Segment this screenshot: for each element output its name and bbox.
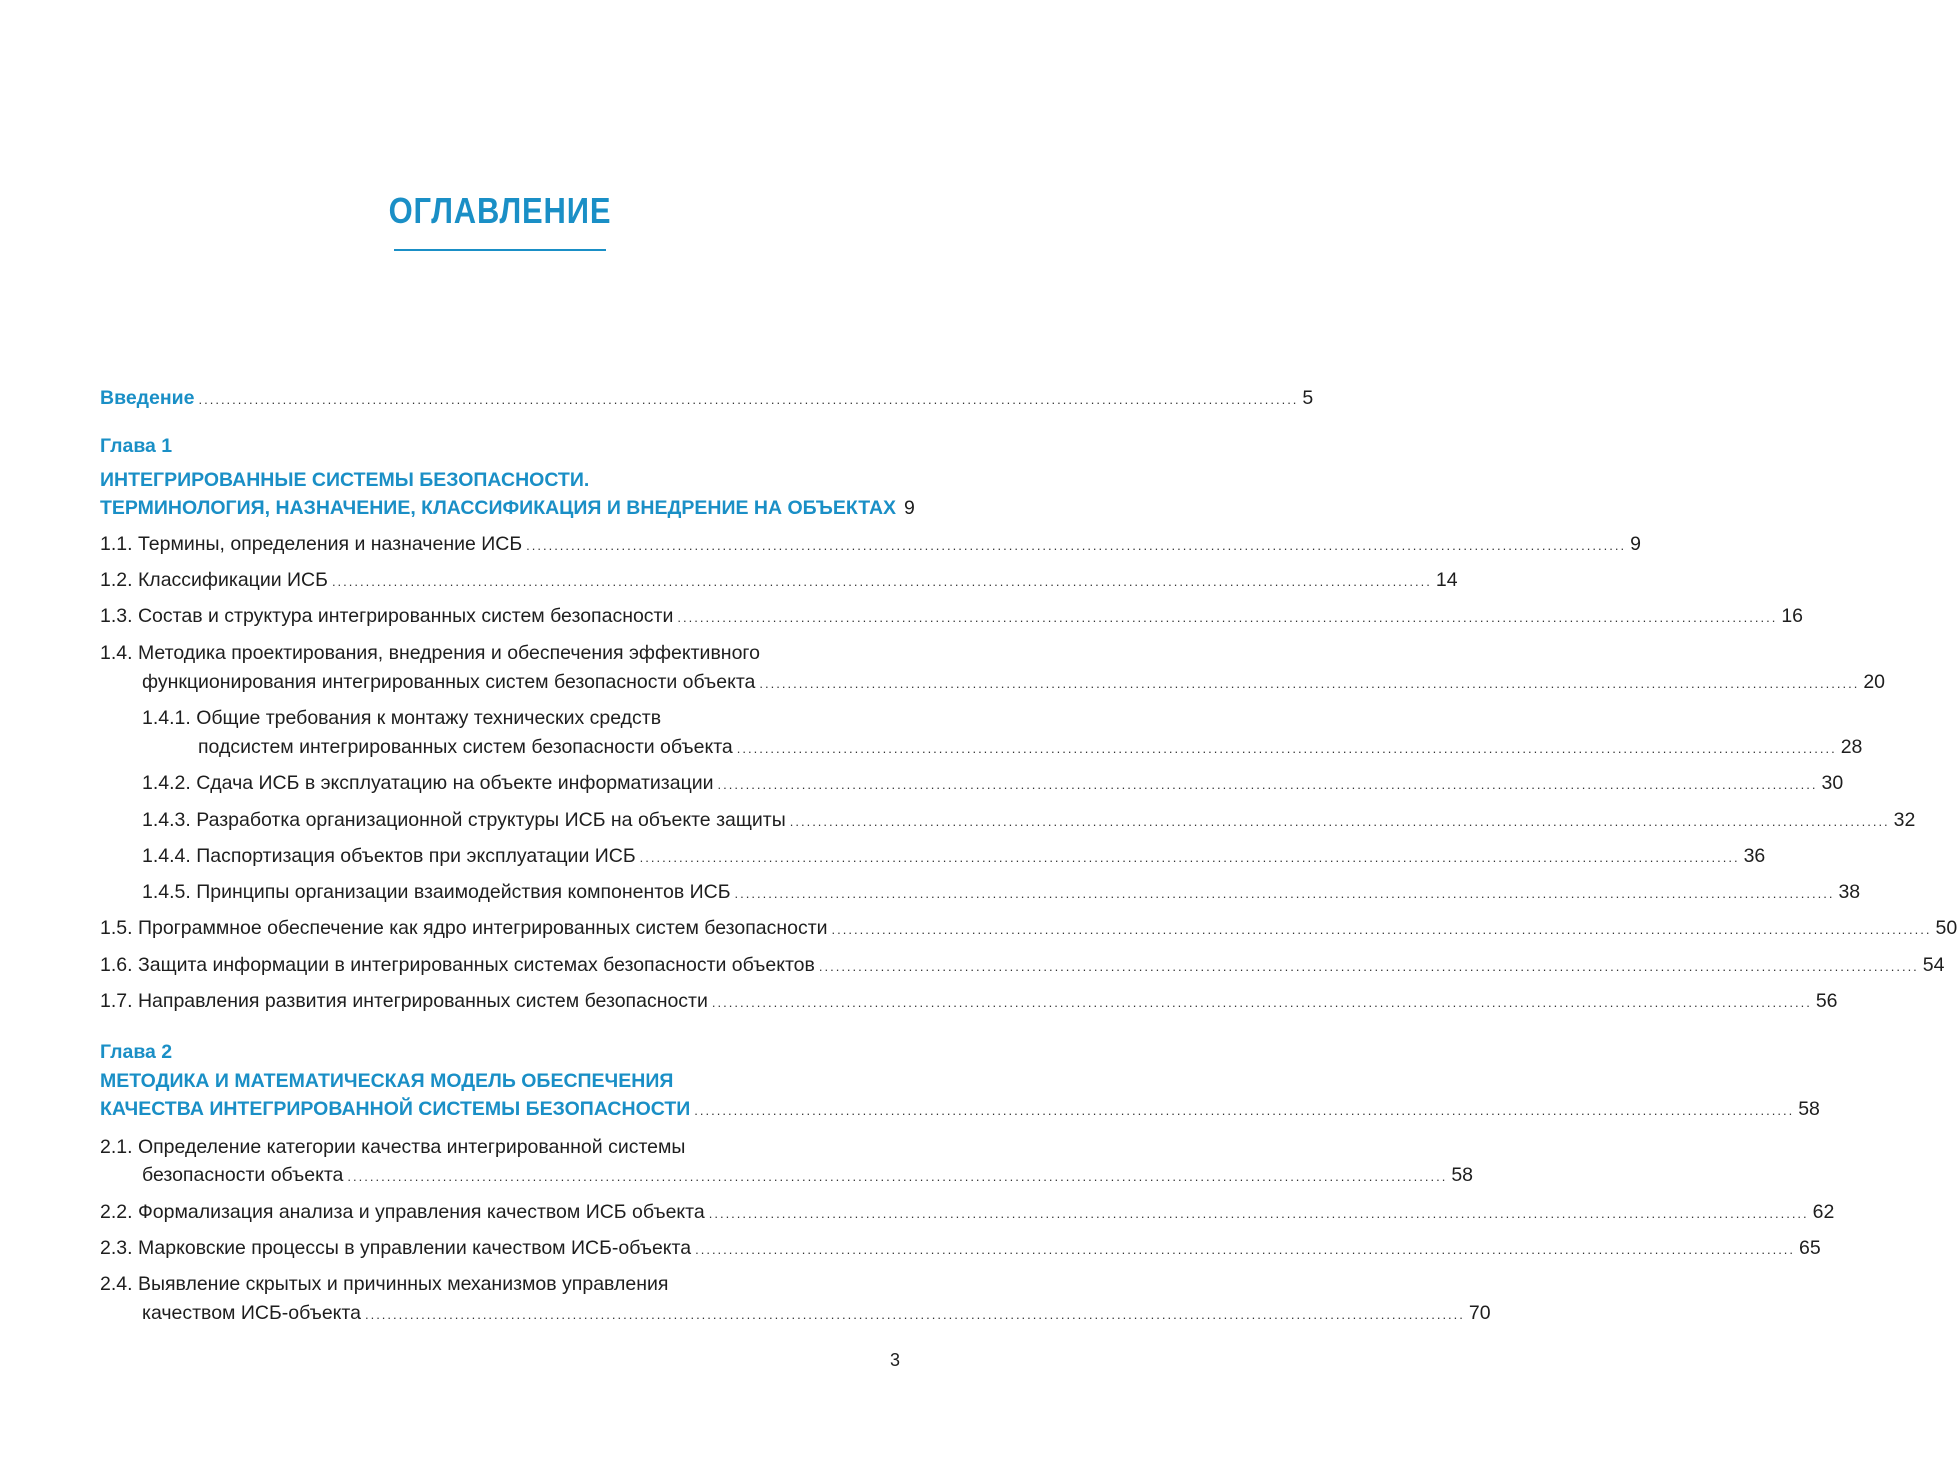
- toc-entry-text: Сдача ИСБ в эксплуатацию на объекте информатизации: [196, 772, 714, 794]
- toc-entry-number: 1.4.2.: [142, 772, 191, 794]
- toc-entry-text: качеством ИСБ-объекта: [142, 1302, 361, 1324]
- toc-entry-1-4-2[interactable]: [142, 769, 1844, 797]
- leader-dots: ....................................................................................................................................................................................................: [677, 610, 1778, 625]
- toc-entry-1-4-line2[interactable]: [142, 668, 1886, 696]
- toc-entry-text: Марковские процессы в управлении качеством ИСБ-объекта: [137, 1237, 692, 1259]
- toc-entry-number: 1.7.: [100, 990, 133, 1012]
- toc-page-number: 30: [1821, 772, 1844, 794]
- toc-entry-text: Программное обеспечение как ядро интегрированных систем безопасности: [137, 917, 828, 939]
- toc-entry-2-3[interactable]: [100, 1234, 1821, 1262]
- toc-entry-text: Классификации ИСБ: [137, 569, 328, 591]
- toc-entry-text: безопасности объекта: [142, 1164, 344, 1186]
- toc-entry-text: Определение категории качества интегрированной системы: [137, 1136, 686, 1158]
- leader-dots: ....................................................................................................................................................................................................: [759, 676, 1860, 691]
- toc-entry-number: 1.4.5.: [142, 881, 191, 903]
- title-underline: [394, 249, 606, 251]
- toc-entry-number: 1.2.: [100, 569, 133, 591]
- chapter-1-label: Глава 1: [100, 435, 173, 457]
- toc-entry-number: 2.2.: [100, 1201, 133, 1223]
- toc-entry-number: 1.3.: [100, 605, 133, 627]
- toc-page-number: 50: [1935, 917, 1957, 939]
- toc-entry-text: Состав и структура интегрированных систем безопасности: [137, 605, 674, 627]
- toc-entry-intro[interactable]: [100, 384, 1314, 412]
- toc-entry-1-2[interactable]: [100, 566, 1458, 594]
- toc-page-number: 20: [1863, 671, 1886, 693]
- toc-entry-1-5[interactable]: [100, 914, 1957, 942]
- leader-dots: ....................................................................................................................................................................................................: [736, 741, 1837, 756]
- leader-dots: ....................................................................................................................................................................................................: [639, 850, 1740, 865]
- toc-page-number: 65: [1799, 1237, 1821, 1259]
- toc-page-number: 58: [1798, 1098, 1820, 1120]
- toc-page-number: 28: [1840, 736, 1863, 758]
- leader-dots: ....................................................................................................................................................................................................: [831, 922, 1932, 937]
- toc-entry-text: Термины, определения и назначение ИСБ: [137, 533, 523, 555]
- leader-dots: ....................................................................................................................................................................................................: [347, 1169, 1448, 1184]
- toc-page-number: 54: [1922, 954, 1945, 976]
- chapter-1-title-line1: ИНТЕГРИРОВАННЫЕ СИСТЕМЫ БЕЗОПАСНОСТИ.: [100, 469, 590, 491]
- toc-entry-2-4-line1[interactable]: [100, 1270, 668, 1298]
- toc-entry-text: Разработка организационной структуры ИСБ на объекте защиты: [196, 809, 786, 831]
- toc-entry-1-3[interactable]: [100, 602, 1804, 630]
- leader-dots: ....................................................................................................................................................................................................: [198, 392, 1299, 407]
- toc-entry-text: функционирования интегрированных систем безопасности объекта: [142, 671, 756, 693]
- toc-entry-number: 2.3.: [100, 1237, 133, 1259]
- page-title: ОГЛАВЛЕНИЕ: [388, 190, 612, 231]
- toc-page-number: 9: [904, 497, 915, 519]
- toc-entry-number: 2.4.: [100, 1273, 133, 1295]
- toc-page-number: 70: [1468, 1302, 1491, 1324]
- toc-entry-text: подсистем интегрированных систем безопасности объекта: [198, 736, 733, 758]
- toc-entry-number: 1.5.: [100, 917, 133, 939]
- toc-entry-2-2[interactable]: [100, 1198, 1835, 1226]
- leader-dots: ....................................................................................................................................................................................................: [789, 814, 1890, 829]
- leader-dots: ....................................................................................................................................................................................................: [526, 538, 1627, 553]
- toc-entry-number: 1.6.: [100, 954, 133, 976]
- leader-dots: ....................................................................................................................................................................................................: [695, 1242, 1796, 1257]
- toc-page-number: 36: [1743, 845, 1766, 867]
- toc-entry-number: 1.4.: [100, 642, 133, 664]
- chapter-1-title-line2: ТЕРМИНОЛОГИЯ, НАЗНАЧЕНИЕ, КЛАССИФИКАЦИЯ И ВНЕДРЕНИЕ НА ОБЪЕКТАХ: [100, 497, 897, 519]
- toc-entry-1-7[interactable]: [100, 987, 1838, 1015]
- leader-dots: ....................................................................................................................................................................................................: [734, 886, 1835, 901]
- toc-entry-1-4-line1[interactable]: [100, 639, 760, 667]
- toc-entry-1-4-5[interactable]: [142, 878, 1861, 906]
- toc-page-number: 32: [1893, 809, 1916, 831]
- toc-entry-text: Защита информации в интегрированных системах безопасности объектов: [137, 954, 815, 976]
- toc-page-number: 58: [1451, 1164, 1474, 1186]
- leader-dots: ....................................................................................................................................................................................................: [694, 1103, 1795, 1118]
- toc-entry-text: Направления развития интегрированных систем безопасности: [137, 990, 708, 1012]
- page-number: 3: [889, 1350, 900, 1370]
- toc-page-number: 56: [1815, 990, 1838, 1012]
- toc-entry-2-1-line1[interactable]: [100, 1133, 685, 1161]
- toc-entry-1-4-1-line2[interactable]: [198, 733, 1863, 761]
- chapter-2-label: Глава 2: [100, 1041, 173, 1063]
- leader-dots: ....................................................................................................................................................................................................: [331, 574, 1432, 589]
- toc-entry-1-4-3[interactable]: [142, 806, 1916, 834]
- toc-page-number: 16: [1781, 605, 1804, 627]
- toc-entry-number: 1.1.: [100, 533, 133, 555]
- toc-entry-chapter-1[interactable]: [100, 494, 915, 522]
- toc-page-number: 38: [1838, 881, 1861, 903]
- toc-entry-1-4-1-line1[interactable]: [142, 704, 661, 732]
- toc-page-number: 9: [1630, 533, 1641, 555]
- toc-page-number: 5: [1302, 387, 1314, 409]
- toc-entry-text: Методика проектирования, внедрения и обеспечения эффективного: [137, 642, 760, 664]
- toc-entry-text: Паспортизация объектов при эксплуатации ИСБ: [196, 845, 636, 867]
- toc-entry-2-4-line2[interactable]: [142, 1299, 1491, 1327]
- toc-entry-number: 1.4.4.: [142, 845, 191, 867]
- toc-entry-1-4-4[interactable]: [142, 842, 1766, 870]
- leader-dots: ....................................................................................................................................................................................................: [717, 777, 1818, 792]
- leader-dots: ....................................................................................................................................................................................................: [708, 1206, 1809, 1221]
- chapter-2-title-line2: КАЧЕСТВА ИНТЕГРИРОВАННОЙ СИСТЕМЫ БЕЗОПАСНОСТИ: [100, 1098, 691, 1120]
- toc-entry-label: Введение: [100, 387, 195, 409]
- toc-page-number: 62: [1812, 1201, 1835, 1223]
- leader-dots: ....................................................................................................................................................................................................: [711, 995, 1812, 1010]
- toc-entry-text: Формализация анализа и управления качеством ИСБ объекта: [137, 1201, 705, 1223]
- leader-dots: ....................................................................................................................................................................................................: [818, 959, 1919, 974]
- toc-entry-number: 1.4.1.: [142, 707, 191, 729]
- toc-entry-number: 1.4.3.: [142, 809, 191, 831]
- toc-entry-1-6[interactable]: [100, 951, 1945, 979]
- chapter-2-title-line1: МЕТОДИКА И МАТЕМАТИЧЕСКАЯ МОДЕЛЬ ОБЕСПЕЧЕНИЯ: [100, 1070, 674, 1092]
- leader-dots: ....................................................................................................................................................................................................: [364, 1307, 1465, 1322]
- toc-page-number: 14: [1435, 569, 1458, 591]
- toc-entry-chapter-2[interactable]: [100, 1095, 1820, 1123]
- toc-entry-1-1[interactable]: [100, 530, 1641, 558]
- toc-entry-text: Принципы организации взаимодействия компонентов ИСБ: [196, 881, 731, 903]
- toc-entry-2-1-line2[interactable]: [142, 1161, 1474, 1189]
- toc-entry-text: Общие требования к монтажу технических средств: [196, 707, 662, 729]
- toc-entry-number: 2.1.: [100, 1136, 133, 1158]
- toc-entry-text: Выявление скрытых и причинных механизмов управления: [137, 1273, 669, 1295]
